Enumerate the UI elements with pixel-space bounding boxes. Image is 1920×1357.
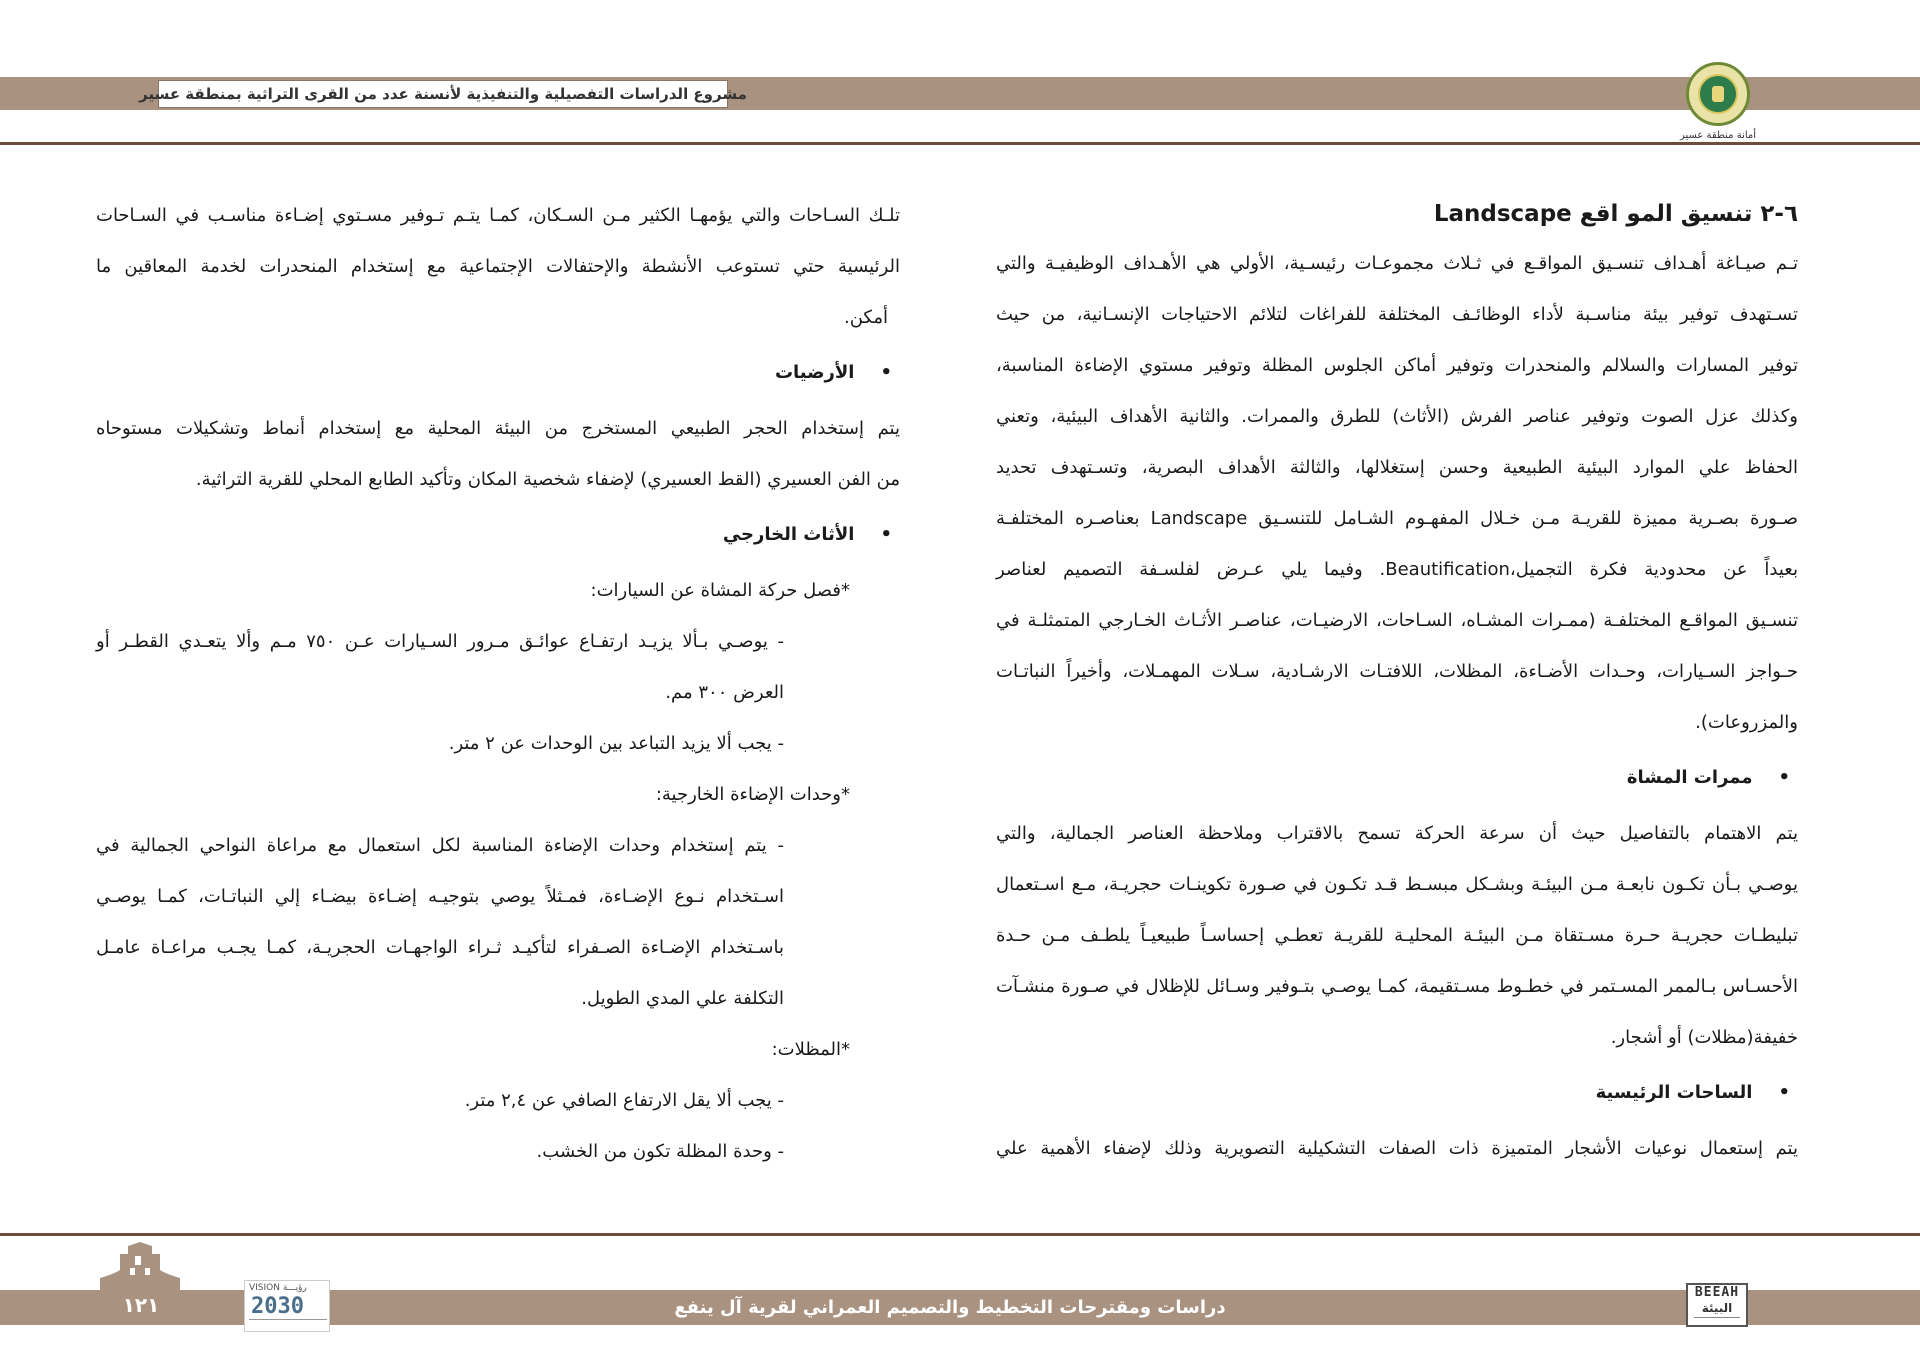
paragraph-line: يوصـي بـأن تكـون نابعـة مـن البيئـة وبشـكل مبسـط قـد تكـون في صـورة تكوينـات حجريـة، مـع اسـتعمال (996, 874, 1798, 895)
paragraph-line: خفيفة(مظلات) أو أشجار. (1610, 1027, 1798, 1048)
vision-label: VISION رؤيـــة (249, 1283, 307, 1293)
list-item: - يجب ألا يقل الارتفاع الصافي عن ٢,٤ متر. (464, 1090, 784, 1111)
bullet-heading: • ممرات المشاة (996, 748, 1798, 808)
footer-title: دراسات ومقترحات التخطيط والتصميم العمراني لقرية آل ينفع (674, 1297, 1226, 1318)
bullet-heading: • الأرضيات (96, 343, 900, 403)
header-title-box (139, 80, 747, 108)
paragraph-line: الحفاظ علي الموارد البيئية الطبيعية وحسن إستغلالها، والثالثة الأهداف البصرية، وتسـتهدف تحديد (996, 457, 1798, 478)
paragraph-line: تبليطـات حجريـة حـرة مسـتقاة مـن البيئـة المحليـة للقريـة تعطـي إحساسـاً طبيعيـاً يلطـف مـن حـدة (996, 925, 1798, 946)
paragraph-line: تنسـيق المواقـع المختلفـة (ممـرات المشـاه، السـاحات، الارضيـات، عناصـر الأثـاث الخـارجي المتمثلـة في (996, 610, 1798, 631)
vision-number: 2030 (251, 1294, 304, 1319)
paragraph-line: تـم صيـاغة أهـداف تنسـيق المواقـع في ثـلاث مجموعـات رئيسـية، الأولي هي الأهـداف الوظيفيـة والتي (996, 253, 1798, 274)
vision-divider (249, 1319, 327, 1327)
logo-caption: أمانة منطقة عسير (1679, 130, 1757, 141)
paragraph-line: حـواجز السـيارات، وحـدات الأضـاءة، المظلات، اللافتـات الارشـادية، سـلات المهمـلات، وأخيراً النباتـات (996, 661, 1798, 682)
subheading: *المظلات: (771, 1039, 850, 1060)
paragraph-line: وكذلك عزل الصوت وتوفير عناصر الفرش (الأثاث) للطرق والممرات. والثانية الأهداف البيئية، وتعني (996, 406, 1798, 427)
bullet-heading: • الساحات الرئيسية (996, 1063, 1798, 1123)
page-number: ١٢١ (122, 1293, 160, 1317)
header-title: مشروع الدراسات التفصيلية والتنفيذية لأنسنة عدد من القرى التراثية بمنطقة عسير (139, 85, 747, 103)
list-item: - يجب ألا يزيد التباعد بين الوحدات عن ٢ متر. (448, 733, 784, 754)
list-item: اسـتخدام نـوع الإضـاءة، فمـثلاً يوصي بتوجيـه إضـاءة بيضـاء إلي النباتـات، كمـا يوصـي (96, 886, 784, 907)
paragraph-line: يتم إستخدام الحجر الطبيعي المستخرج من البيئة المحلية مع إستخدام أنماط وتشكيلات مستوحاه (96, 418, 900, 439)
list-item: التكلفة علي المدي الطويل. (581, 988, 784, 1009)
subheading: *فصل حركة المشاة عن السيارات: (590, 580, 850, 601)
paragraph-line: يتم إستعمال نوعيات الأشجار المتميزة ذات الصفات التشكيلية التصويرية وذلك لإضفاء الأهمية علي (996, 1138, 1798, 1159)
paragraph-line: من الفن العسيري (القط العسيري) لإضفاء شخصية المكان وتأكيد الطابع المحلي للقرية التراثية. (195, 469, 900, 490)
beeah-divider (1694, 1317, 1740, 1323)
paragraph-line: بعيداً عن محدودية فكرة التجميل،Beautification. وفيما يلي عـرض لفلسـفة التصميم لعناصر (996, 559, 1799, 580)
right-column (996, 190, 1798, 1174)
list-item: باسـتخدام الإضـاءة الصـفراء لتأكيـد ثـراء الواجهـات الحجريـة، كمـا يجـب مراعـاة عامـل (96, 937, 784, 958)
paragraph-line: الأحسـاس بـالممر المسـتمر في خطـوط مسـتقيمة، كمـا يوصـي بتـوفير وسـائل للإظلال في صـورة منشـآت (996, 976, 1798, 997)
beeah-arabic: البيئة (1701, 1301, 1733, 1315)
subheading: *وحدات الإضاءة الخارجية: (655, 784, 850, 805)
vision-2030-logo-icon (244, 1280, 330, 1332)
amanah-asir-logo-icon (1686, 62, 1750, 126)
beeah-latin: BEEAH (1694, 1285, 1740, 1300)
section-heading: ٦-٢ تنسيق المو اقع Landscape (1433, 201, 1798, 227)
footer-rule (0, 1233, 1920, 1236)
paragraph-line: أمكن. (843, 307, 888, 328)
beeah-logo-icon (1686, 1283, 1748, 1327)
list-item: - يتم إستخدام وحدات الإضاءة المناسبة لكل استعمال مع مراعاة النواحي الجمالية في (96, 835, 784, 856)
list-item: العرض ٣٠٠ مم. (665, 682, 784, 703)
paragraph-line: الرئيسية حتي تستوعب الأنشطة والإحتفالات الإجتماعية مع إستخدام المنحدرات لخدمة المعاقين ما (96, 256, 900, 277)
list-item: - يوصـي بـألا يزيـد ارتفـاع عوائـق مـرور السـيارات عـن ٧٥٠ مـم وألا يتعـدي القطـر أو (96, 631, 785, 652)
bullet-heading: • الأثاث الخارجي (96, 505, 900, 565)
header-rule (0, 142, 1920, 145)
paragraph-line: تسـتهدف توفير بيئة مناسـبة لأداء الوظائـف المختلفة للفراغات لتلائم الاحتياجات الإنسـانية، من حيث (996, 304, 1798, 325)
paragraph-line: توفير المسارات والسلالم والمنحدرات وتوفير أماكن الجلوس المظلة وتوفير مستوي الإضاءة المناسبة، (996, 355, 1798, 376)
paragraph-line: صـورة بصـرية مميزة للقريـة مـن خـلال المفهـوم الشـامل للتنسـيق Landscape بعناصـره المختلفـة (996, 508, 1799, 529)
list-item: - وحدة المظلة تكون من الخشب. (536, 1141, 784, 1162)
paragraph-line: تلـك السـاحات والتي يؤمهـا الكثير مـن السـكان، كمـا يتـم تـوفير مسـتوي إضـاءة مناسـب في السـاحات (96, 205, 900, 226)
paragraph-line: والمزروعات). (1695, 712, 1798, 733)
heritage-tower-icon (100, 1240, 180, 1290)
paragraph-line: يتم الاهتمام بالتفاصيل حيث أن سرعة الحركة تسمح بالاقتراب وملاحظة العناصر الجمالية، والتي (996, 823, 1798, 844)
left-column (96, 205, 900, 1177)
